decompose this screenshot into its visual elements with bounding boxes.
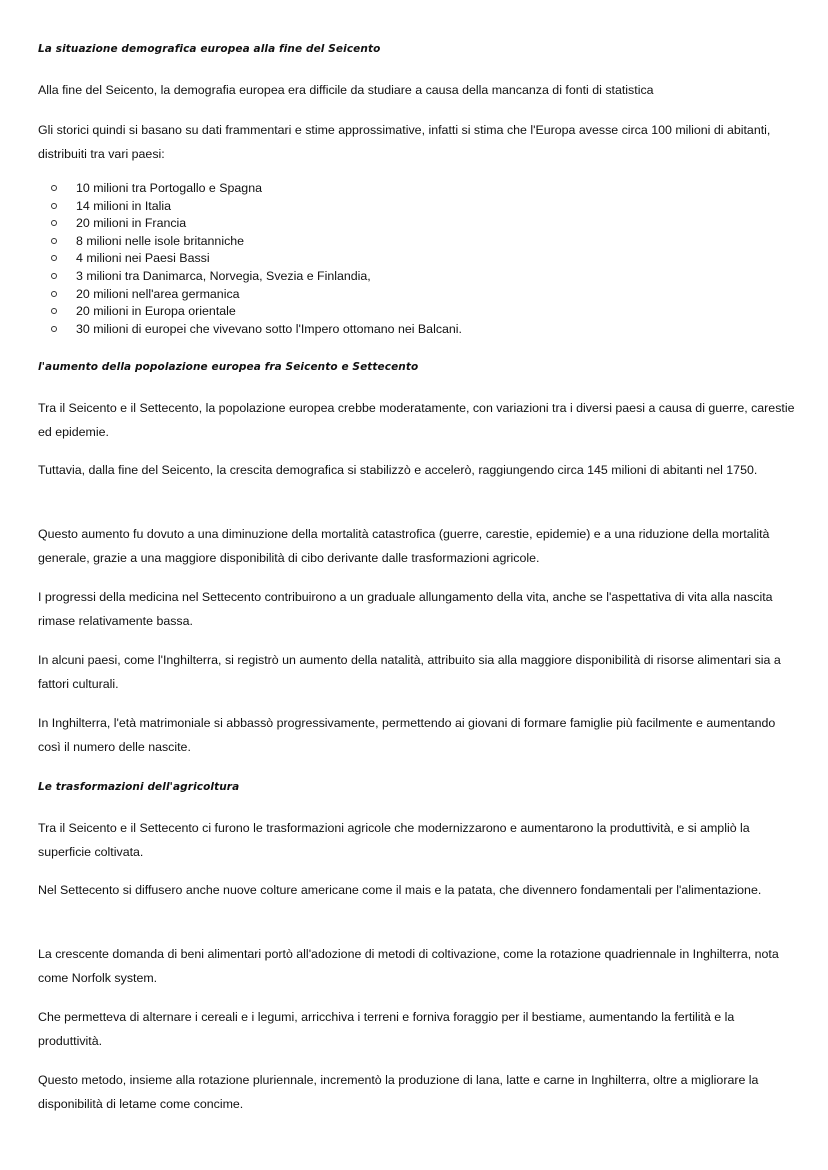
list-item-text: 30 milioni di europei che vivevano sotto l'Impero ottomano nei Balcani. <box>76 321 463 336</box>
circle-bullet-icon <box>51 238 57 244</box>
circle-bullet-icon <box>51 291 57 297</box>
paragraph: Questo metodo, insieme alla rotazione pluriennale, incrementò la produzione di lana, latte e carne in Inghilterra, oltre a migliorare la disponibilità di letame come concime. <box>38 1073 759 1111</box>
list-item-text: 20 milioni in Francia <box>76 216 187 231</box>
list-item-text: 20 milioni nell'area germanica <box>76 286 240 301</box>
circle-bullet-icon <box>51 185 57 191</box>
population-list <box>48 180 462 338</box>
list-item <box>48 321 462 339</box>
list-item-text: 20 milioni in Europa orientale <box>76 304 236 319</box>
list-item <box>48 233 462 251</box>
list-item-text: 4 milioni nei Paesi Bassi <box>76 251 210 266</box>
paragraph: Tra il Seicento e il Settecento ci furono le trasformazioni agricole che modernizzarono e aumentarono la produttività, e si ampliò la superficie coltivata. <box>38 821 750 859</box>
paragraph: Nel Settecento si diffusero anche nuove colture americane come il mais e la patata, che divennero fondamentali per l'alimentazione. <box>38 883 762 897</box>
circle-bullet-icon <box>51 203 57 209</box>
circle-bullet-icon <box>51 326 57 332</box>
list-item <box>48 215 462 233</box>
paragraph: Questo aumento fu dovuto a una diminuzione della mortalità catastrofica (guerre, carestie, epidemie) e a una riduzione della mortalità generale, grazie a una maggiore disponibilità di cibo derivante dalle trasformazioni agricole. <box>38 527 770 565</box>
paragraph: Tra il Seicento e il Settecento, la popolazione europea crebbe moderatamente, con variazioni tra i diversi paesi a causa di guerre, carestie ed epidemie. <box>38 401 795 439</box>
list-item <box>48 303 462 321</box>
list-item <box>48 250 462 268</box>
paragraph: Alla fine del Seicento, la demografia europea era difficile da studiare a causa della mancanza di fonti di statistica <box>38 83 654 97</box>
section-heading: l'aumento della popolazione europea fra Seicento e Settecento <box>38 361 419 373</box>
list-item-text: 14 milioni in Italia <box>76 198 172 213</box>
paragraph: I progressi della medicina nel Settecento contribuirono a un graduale allungamento della vita, anche se l'aspettativa di vita alla nascita rimase relativamente bassa. <box>38 590 773 628</box>
list-item-text: 8 milioni nelle isole britanniche <box>76 233 245 248</box>
paragraph: Gli storici quindi si basano su dati frammentari e stime approssimative, infatti si stima che l'Europa avesse circa 100 milioni di abitanti, distribuiti tra vari paesi: <box>38 123 771 161</box>
list-item <box>48 286 462 304</box>
paragraph: Tuttavia, dalla fine del Seicento, la crescita demografica si stabilizzò e accelerò, raggiungendo circa 145 milioni di abitanti nel 1750. <box>38 463 758 477</box>
paragraph: In alcuni paesi, come l'Inghilterra, si registrò un aumento della natalità, attribuito sia alla maggiore disponibilità di risorse alimentari sia a fattori culturali. <box>38 653 781 691</box>
paragraph: Che permetteva di alternare i cereali e i legumi, arricchiva i terreni e forniva foraggio per il bestiame, aumentando la fertilità e la produttività. <box>38 1010 735 1048</box>
section-heading: La situazione demografica europea alla fine del Seicento <box>38 43 381 55</box>
paragraph: La crescente domanda di beni alimentari portò all'adozione di metodi di coltivazione, come la rotazione quadriennale in Inghilterra, nota come Norfolk system. <box>38 947 779 985</box>
circle-bullet-icon <box>51 308 57 314</box>
list-item <box>48 180 462 198</box>
circle-bullet-icon <box>51 273 57 279</box>
list-item <box>48 198 462 216</box>
section-heading: Le trasformazioni dell'agricoltura <box>38 781 240 793</box>
circle-bullet-icon <box>51 255 57 261</box>
paragraph: In Inghilterra, l'età matrimoniale si abbassò progressivamente, permettendo ai giovani di formare famiglie più facilmente e aumentando così il numero delle nascite. <box>38 716 776 754</box>
list-item <box>48 268 462 286</box>
list-item-text: 10 milioni tra Portogallo e Spagna <box>76 181 262 195</box>
list-item-text: 3 milioni tra Danimarca, Norvegia, Svezia e Finlandia, <box>76 268 371 283</box>
circle-bullet-icon <box>51 220 57 226</box>
